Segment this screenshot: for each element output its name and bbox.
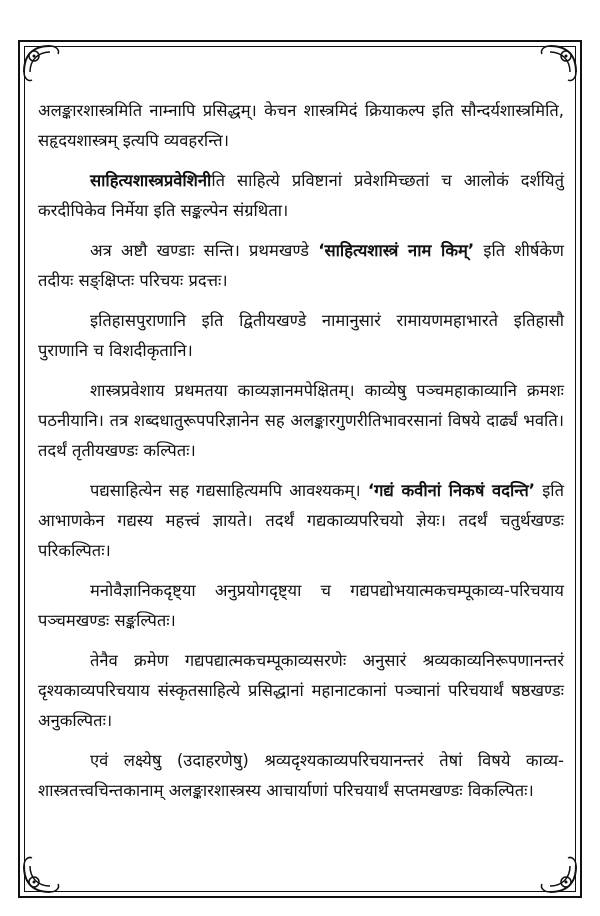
paragraph-bold-text: ‘साहित्यशास्त्रं नाम किम्’ bbox=[318, 241, 475, 260]
corner-ornament-bottom-right bbox=[534, 850, 580, 896]
paragraph bbox=[38, 576, 564, 636]
paragraph bbox=[38, 376, 564, 466]
paragraph bbox=[38, 746, 564, 806]
paragraph bbox=[38, 306, 564, 366]
paragraph-bold-text: ‘गद्यं कवीनां निकषं वदन्ति’ bbox=[367, 481, 536, 500]
paragraph-text: शास्त्रप्रवेशाय प्रथमतया काव्यज्ञानमपेक्षितम्। काव्येषु पञ्चमहाकाव्यानि क्रमशः पठनीयानि। तत्र शब्दधातुरूपपरिज्ञानेन सह अलङ्कारगुणरीतिभावरसानां विषये दार्ढ्यं भवति। तदर्थं तृतीयखण्डः कल्पितः। bbox=[38, 381, 564, 460]
paragraph bbox=[38, 476, 564, 566]
paragraph bbox=[38, 166, 564, 226]
page-body bbox=[38, 96, 564, 816]
paragraph bbox=[38, 646, 564, 736]
paragraph bbox=[38, 96, 564, 156]
paragraph-text: पद्यसाहित्येन सह गद्यसाहित्यमपि आवश्यकम्। bbox=[90, 481, 368, 500]
paragraph bbox=[38, 236, 564, 296]
paragraph-text: एवं लक्ष्येषु (उदाहरणेषु) श्रव्यदृश्यकाव्यपरिचयानन्तरं तेषां विषये काव्य-शास्त्रतत्त्वचिन्तकानाम् अलङ्कारशास्त्रस्य आचार्याणां परिचयार्थं सप्तमखण्डः विकल्पितः। bbox=[38, 751, 564, 800]
paragraph-text: अलङ्कारशास्त्रमिति नाम्नापि प्रसिद्धम्। केचन शास्त्रमिदं क्रियाकल्प इति सौन्दर्यशास्त्रमिति, सहृदयशास्त्रम् इत्यपि व्यवहरन्ति। bbox=[38, 101, 564, 150]
paragraph-text: इति आभाणकेन गद्यस्य महत्त्वं ज्ञायते। तदर्थं गद्यकाव्यपरिचयो ज्ञेयः। तदर्थं चतुर्थखण्डः परिकल्पितः। bbox=[38, 481, 564, 560]
paragraph-text: अत्र अष्टौ खण्डाः सन्ति। प्रथमखण्डे bbox=[90, 241, 319, 260]
paragraph-text: मनोवैज्ञानिकदृष्ट्या अनुप्रयोगदृष्ट्या च गद्यपद्योभयात्मकचम्पूकाव्य-परिचयाय पञ्चमखण्डः सङ्कल्पितः। bbox=[38, 581, 564, 630]
paragraph-bold-text: साहित्यशास्त्रप्रवेशिनी bbox=[90, 171, 212, 190]
paragraph-text: तेनैव क्रमेण गद्यपद्यात्मकचम्पूकाव्यसरणेः अनुसारं श्रव्यकाव्यनिरूपणानन्तरं दृश्यकाव्यपरिचयाय संस्कृतसाहित्ये प्रसिद्धानां महानाटकानां पञ्चानां परिचयार्थं षष्ठखण्डः अनुकल्पितः। bbox=[38, 651, 564, 730]
paragraph-text: इति शीर्षकेण तदीयः सङ्क्षिप्तः परिचयः प्रदत्तः। bbox=[38, 241, 564, 290]
paragraph-text: ति साहित्ये प्रविष्टानां प्रवेशमिच्छतां च आलोकं दर्शयितुं करदीपिकेव निर्मेया इति सङ्कल्पेन संग्रथिता। bbox=[38, 171, 564, 220]
paragraph-text: इतिहासपुराणानि इति द्वितीयखण्डे नामानुसारं रामायणमहाभारते इतिहासौ पुराणानि च विशदीकृतानि। bbox=[38, 311, 564, 360]
corner-ornament-top-right bbox=[534, 42, 580, 88]
corner-ornament-bottom-left bbox=[20, 850, 66, 896]
corner-ornament-top-left bbox=[20, 42, 66, 88]
